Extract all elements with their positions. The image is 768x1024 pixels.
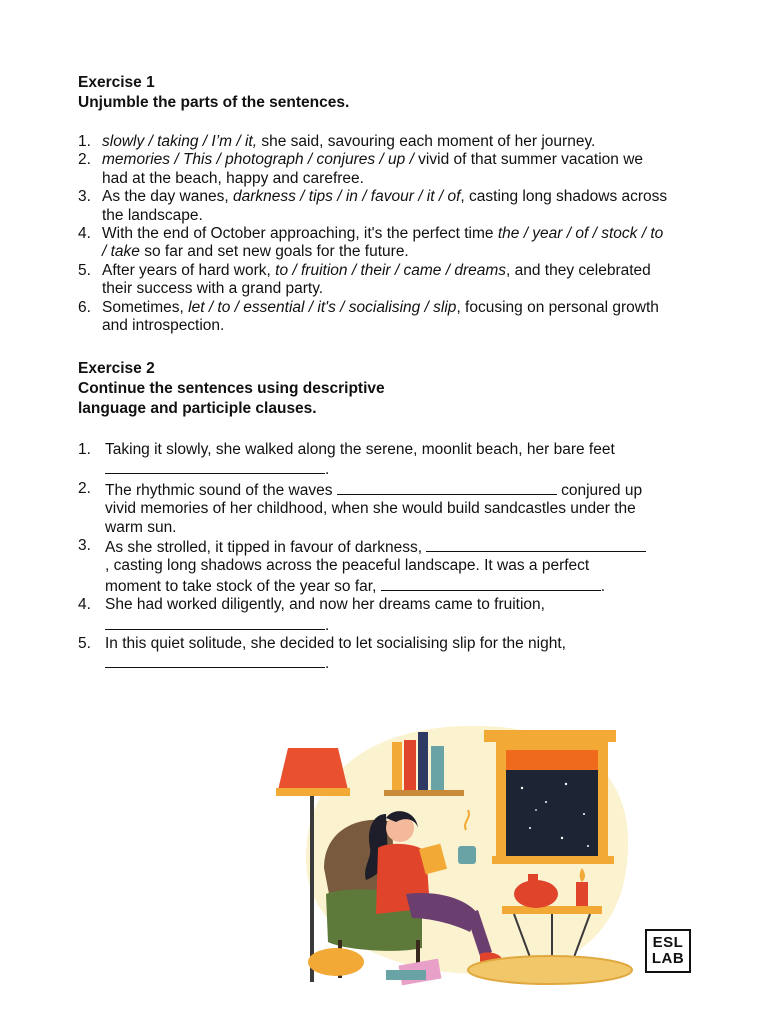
logo-line-2: LAB	[651, 950, 685, 967]
exercise-2-item	[78, 480, 648, 537]
item-number: 3.	[78, 188, 91, 206]
exercise-2-label: Exercise 2	[78, 360, 155, 377]
answer-blank[interactable]	[426, 537, 646, 552]
jumbled-words: to / fruition / their / came / dreams	[275, 261, 507, 279]
answer-blank[interactable]	[381, 576, 601, 591]
sentence-text: , casting long shadows across the landscape.	[102, 188, 668, 224]
sentence-text: With the end of October approaching, it's the perfect time	[102, 225, 498, 243]
sentence-text: Sometimes,	[102, 298, 189, 316]
jumbled-words: let / to / essential / it's / socialising / slip	[188, 298, 457, 316]
sentence-text: , casting long shadows across the peaceful landscape. It was a perfect moment to take stock of the year so far,	[105, 557, 590, 595]
item-number: 1.	[78, 441, 91, 458]
rug-icon	[468, 956, 632, 984]
jumbled-words: the / year / of / stock / to / take	[102, 225, 664, 261]
item-number: 2.	[78, 479, 91, 497]
exercise-1-list	[78, 133, 668, 335]
floor-pillow-icon	[308, 948, 364, 976]
exercise-2-list	[78, 441, 648, 674]
exercise-1	[78, 73, 668, 335]
item-number: 2.	[78, 151, 91, 169]
sentence-text: The rhythmic sound of the waves	[105, 481, 337, 499]
sentence-text: .	[325, 461, 330, 479]
exercise-1-label: Exercise 1	[78, 74, 155, 91]
logo-line-1: ESL	[652, 934, 684, 951]
sentence-text: Taking it slowly, she walked along the serene, moonlit beach, her bare feet	[105, 441, 615, 458]
item-number: 1.	[78, 133, 91, 150]
sentence-text: She had worked diligently, and now her dreams came to fruition,	[105, 596, 545, 614]
jumbled-words: memories / This / photograph / conjures / up /	[102, 151, 414, 169]
sentence-text: , focusing on personal growth and introspection.	[102, 298, 659, 335]
sentence-text: .	[325, 655, 330, 673]
item-number: 5.	[78, 635, 91, 653]
sentence-text: conjured up vivid memories of her childhood, when she would build sandcastles under the warm sun.	[105, 481, 643, 536]
item-number: 3.	[78, 537, 91, 555]
answer-blank[interactable]	[105, 653, 325, 668]
exercise-2-item	[78, 537, 648, 596]
exercise-2-instruction-line1: Continue the sentences using descriptive	[78, 380, 385, 397]
exercise-1-item	[78, 299, 668, 336]
exercise-1-instruction: Unjumble the parts of the sentences.	[78, 94, 350, 111]
exercise-1-item	[78, 151, 668, 188]
window-icon	[484, 730, 616, 864]
exercise-1-item	[78, 262, 668, 299]
sentence-text: After years of hard work,	[102, 261, 276, 279]
sentence-text: so far and set new goals for the future.	[139, 243, 409, 261]
sentence-text: .	[600, 577, 605, 595]
sentence-text: In this quiet solitude, she decided to let socialising slip for the night,	[105, 635, 566, 653]
answer-blank[interactable]	[105, 615, 325, 630]
sentence-text: she said, savouring each moment of her journey.	[257, 133, 596, 150]
exercise-1-item	[78, 225, 668, 262]
jumbled-words: slowly / taking / I’m / it,	[102, 133, 258, 150]
reading-woman-illustration	[266, 718, 636, 1000]
item-number: 4.	[78, 225, 91, 243]
sentence-text: As she strolled, it tipped in favour of darkness,	[105, 539, 427, 557]
sentence-text: vivid of that summer vacation we had at the beach, happy and carefree.	[102, 151, 644, 187]
exercise-2	[78, 359, 648, 674]
sentence-text: , and they celebrated their success with a grand party.	[102, 261, 651, 298]
exercise-2-instruction-line2: language and participle clauses.	[78, 400, 317, 417]
sentence-text: As the day wanes,	[102, 188, 233, 206]
exercise-1-item	[78, 133, 668, 151]
answer-blank[interactable]	[337, 480, 557, 495]
item-number: 5.	[78, 261, 91, 279]
esl-lab-logo	[645, 929, 691, 973]
exercise-2-item	[78, 441, 648, 480]
answer-blank[interactable]	[105, 459, 325, 474]
item-number: 6.	[78, 298, 91, 316]
exercise-2-item	[78, 635, 648, 674]
jumbled-words: darkness / tips / in / favour / it / of	[232, 188, 461, 206]
exercise-1-item	[78, 188, 668, 225]
exercise-2-item	[78, 596, 648, 635]
item-number: 4.	[78, 596, 91, 614]
sentence-text: .	[325, 616, 330, 634]
